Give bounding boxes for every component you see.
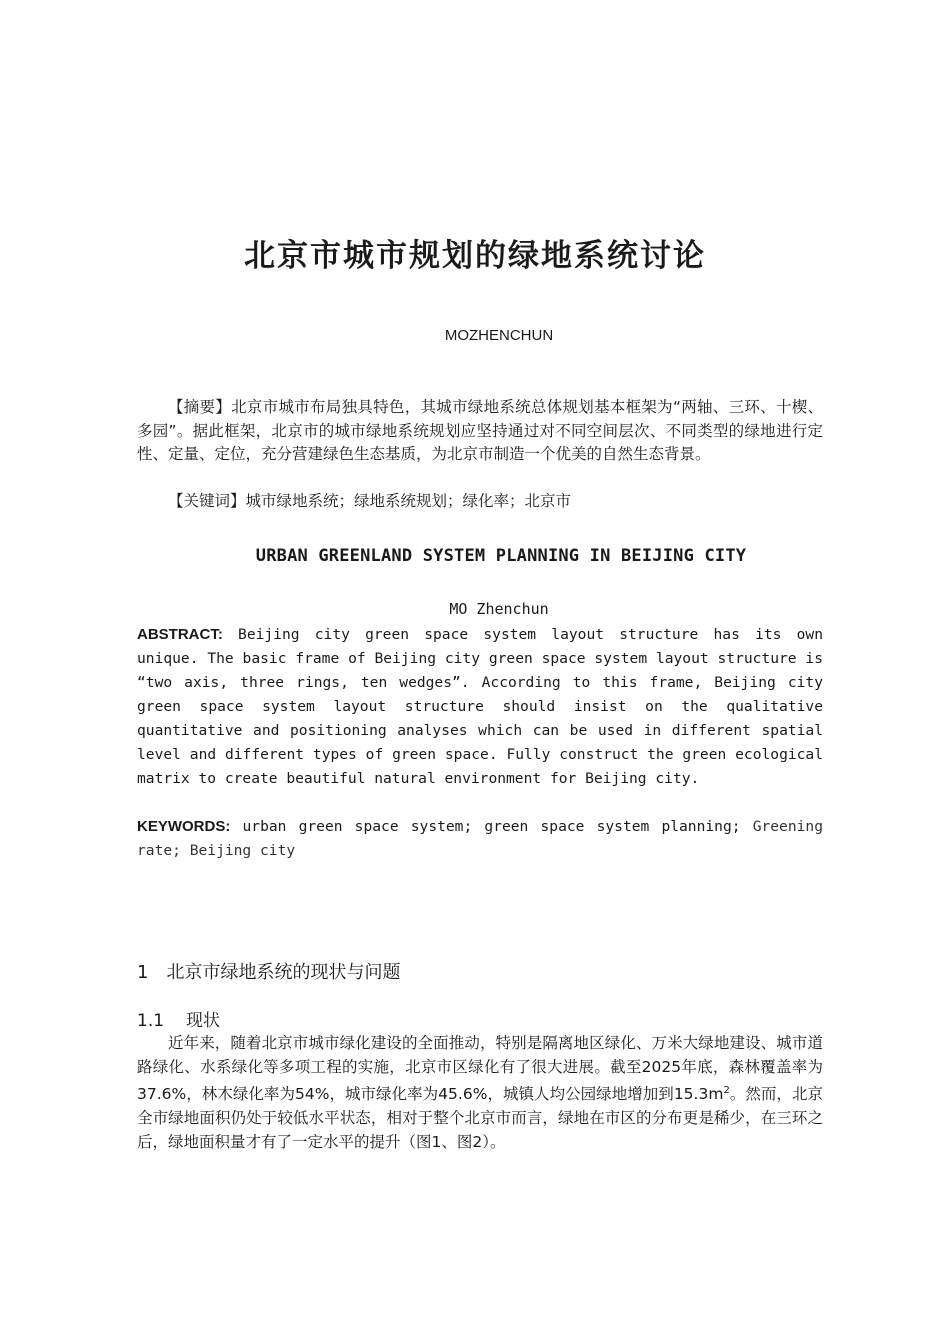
paper-title: 北京市城市规划的绿地系统讨论 <box>244 238 706 274</box>
section-1-heading <box>137 958 400 984</box>
body-paragraph <box>137 1031 823 1154</box>
author-name: MOZHENCHUN <box>444 327 554 344</box>
keywords-en-text: urban green space system; green space system planning; <box>230 818 741 835</box>
english-author: MO Zhenchun <box>449 600 549 618</box>
abstract-cn: 【摘要】北京市城市布局独具特色，其城市绿地系统总体规划基本框架为“两轴、三环、十楔、多园”。据此框架，北京市的城市绿地系统规划应坚持通过对不同空间层次、不同类型的绿地进行定性、定量、定位，充分营建绿色生态基质，为北京市制造一个优美的自然生态背景。 <box>137 398 823 463</box>
abstract-en-text: Beijing city green space system layout structure has its own unique. The basic frame of Beijing city green space system layout structure is “two axis, three rings, ten wedges”. According to this frame, Beijing city green space system layout structure should insist on the qualitative quantitative and positioning analyses which can be used in different spatial level and different types of green space. Fully construct the green ecological matrix to create beautiful natural environment for Beijing city. <box>137 626 823 787</box>
body-text-a: 近年来，随着北京市城市绿化建设的全面推动，特别是隔离地区绿化、万米大绿地建设、城市道路绿化、水系绿化等多项工程的实施，北京市区绿化有了很大进展。截至2025年底，森林覆盖率为37.6%，林木绿化率为54%，城市绿化率为45.6%，城镇人均公园绿地增加到15.3m <box>137 1034 823 1104</box>
english-title: URBAN GREENLAND SYSTEM PLANNING IN BEIJING CITY <box>255 546 747 566</box>
subsection-title: 现状 <box>186 1011 221 1031</box>
keywords-label: KEYWORDS: <box>137 818 231 835</box>
keywords-en <box>137 815 823 863</box>
abstract-label: ABSTRACT: <box>137 626 223 643</box>
section-number: 1 <box>137 962 149 983</box>
section-title: 北京市绿地系统的现状与问题 <box>166 962 401 983</box>
subsection-number: 1.1 <box>137 1011 165 1031</box>
superscript: 2 <box>723 1085 730 1096</box>
section-1-1-heading <box>137 1006 220 1031</box>
abstract-en <box>137 623 823 791</box>
keywords-cn: 【关键词】城市绿地系统；绿地系统规划；绿化率；北京市 <box>168 492 572 510</box>
keywords-en-tail: Greening rate; Beijing city <box>137 818 823 859</box>
body-text-b: 。然而，北京全市绿地面积仍处于较低水平状态，相对于整个北京市而言，绿地在市区的分布更是稀少，在三环之后，绿地面积量才有了一定水平的提升（图1、图2）。 <box>137 1085 823 1152</box>
